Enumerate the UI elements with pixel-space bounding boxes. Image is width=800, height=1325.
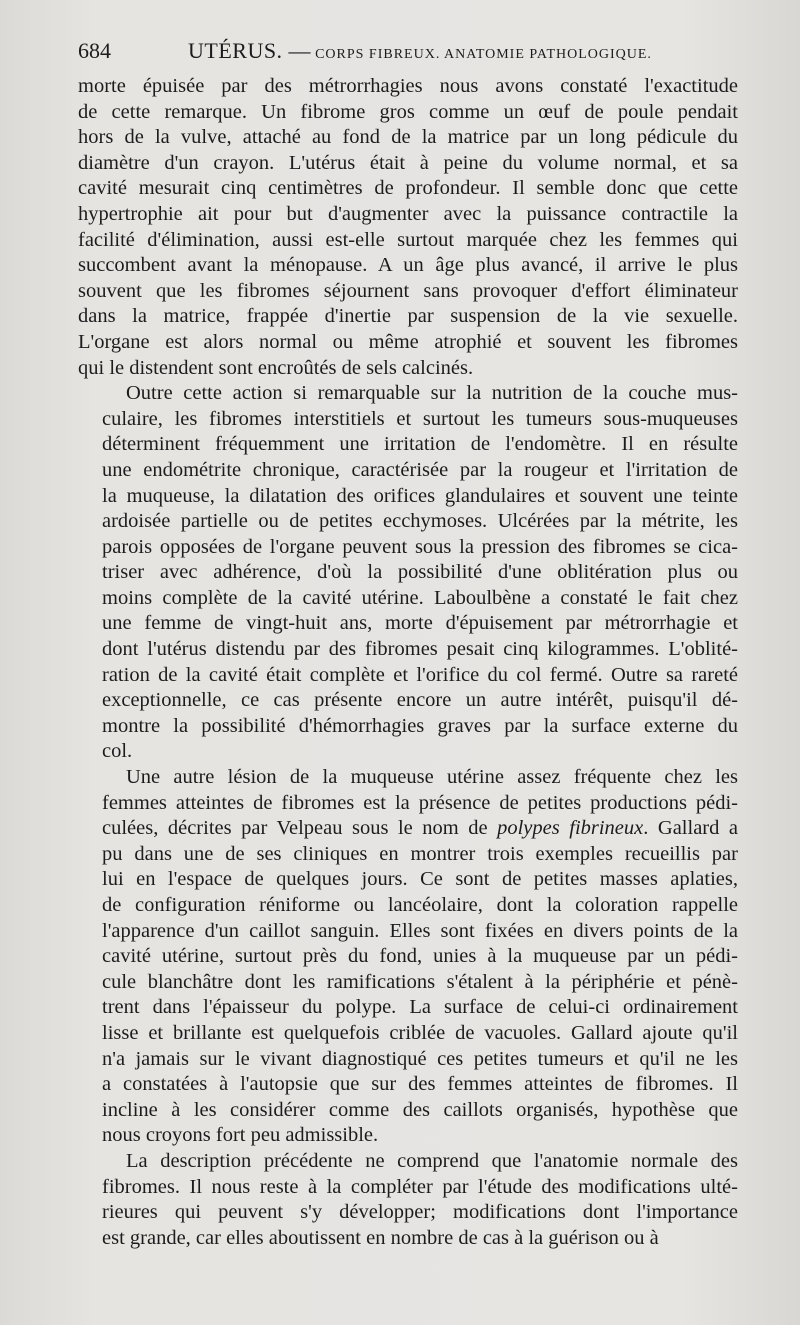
text-line: de cette remarque. Un fibrome gros comme un œuf de poule pendait <box>78 100 738 123</box>
paragraph <box>78 765 738 1149</box>
text-line: culées, décrites par Velpeau sous le nom de polypes fibrineux. Gallard a <box>102 817 738 840</box>
text-line: déterminent fréquemment une irritation de l'endomètre. Il en résulte <box>102 433 738 456</box>
running-header <box>78 38 738 68</box>
text-line: parois opposées de l'organe peuvent sous la pression des fibromes se cica- <box>102 535 738 558</box>
text-line: nous croyons fort peu admissible. <box>102 1124 379 1147</box>
text-line: Outre cette action si remarquable sur la nutrition de la couche mus- <box>126 382 738 405</box>
text-line: culaire, les fibromes interstitiels et surtout les tumeurs sous-muqueuses <box>102 407 738 430</box>
text-line: diamètre d'un crayon. L'utérus était à peine du volume normal, et sa <box>78 151 738 174</box>
text-line: lui en l'espace de quelques jours. Ce sont de petites masses aplaties, <box>102 868 738 891</box>
text-line: moins complète de la cavité utérine. Laboulbène a constaté le fait chez <box>102 586 738 609</box>
text-line: exceptionnelle, ce cas présente encore un autre intérêt, puisqu'il dé- <box>102 689 738 712</box>
text-line: triser avec adhérence, d'où la possibilité d'une oblitération plus ou <box>102 561 738 584</box>
text-line: succombent avant la ménopause. A un âge plus avancé, il arrive le plus <box>78 254 738 277</box>
text-line: a constatées à l'autopsie que sur des femmes atteintes de fibromes. Il <box>102 1073 738 1096</box>
text-line: dans la matrice, frappée d'inertie par suspension de la vie sexuelle. <box>78 305 738 328</box>
text-line: La description précédente ne comprend que l'anatomie normale des <box>126 1149 738 1172</box>
text-line: une endométrite chronique, caractérisée par la rougeur et l'irritation de <box>102 458 738 481</box>
text-line: col. <box>102 740 133 763</box>
text-line: pu dans une de ses cliniques en montrer trois exemples recueillis par <box>102 842 738 865</box>
text-line: cavité mesurait cinq centimètres de profondeur. Il semble donc que cette <box>78 177 738 200</box>
text-line: facilité d'élimination, aussi est-elle surtout marquée chez les femmes qui <box>78 228 738 251</box>
text-line: montre la possibilité d'hémorrhagies graves par la surface externe du <box>102 714 738 737</box>
text-line: dont l'utérus distendu par des fibromes pesait cinq kilogrammes. L'oblité- <box>102 638 738 661</box>
text-line: cule blanchâtre dont les ramifications s'étalent à la périphérie et pénè- <box>102 970 738 993</box>
running-title <box>188 38 652 64</box>
paragraph <box>78 381 738 765</box>
running-title-main: UTÉRUS. — <box>188 38 312 63</box>
text-line: rieures qui peuvent s'y développer; modifications dont l'importance <box>102 1201 738 1224</box>
text-line: est grande, car elles aboutissent en nombre de cas à la guérison ou à <box>102 1226 659 1249</box>
running-title-sub: CORPS FIBREUX. ANATOMIE PATHOLOGIQUE. <box>315 47 652 62</box>
text-line: cavité utérine, surtout près du fond, unies à la muqueuse par un pédi- <box>102 945 738 968</box>
text-line: lisse et brillante est quelquefois criblée de vacuoles. Gallard ajoute qu'il <box>102 1021 738 1044</box>
text-line: morte épuisée par des métrorrhagies nous avons constaté l'exactitude <box>78 75 738 97</box>
text-line: souvent que les fibromes séjournent sans provoquer d'effort éliminateur <box>78 279 738 302</box>
text-line: L'organe est alors normal ou même atrophié et souvent les fibromes <box>78 330 738 353</box>
page-number: 684 <box>78 38 111 63</box>
paragraph <box>78 74 738 381</box>
text-line: l'apparence d'un caillot sanguin. Elles sont fixées en divers points de la <box>102 919 738 942</box>
text-line: incline à les considérer comme des caillots organisés, hypothèse que <box>102 1098 738 1121</box>
text-line: ration de la cavité était complète et l'orifice du col fermé. Outre sa rareté <box>102 663 738 686</box>
text-line: hors de la vulve, attaché au fond de la matrice par un long pédicule du <box>78 126 738 149</box>
text-line: ardoisée partielle ou de petites ecchymoses. Ulcérées par la métrite, les <box>102 510 738 533</box>
text-line: femmes atteintes de fibromes est la présence de petites productions pédi- <box>102 791 738 814</box>
text-line: n'a jamais sur le vivant diagnostiqué ces petites tumeurs et qu'il ne les <box>102 1047 738 1070</box>
text-line: de configuration réniforme ou lancéolaire, dont la coloration rappelle <box>102 894 738 916</box>
text-line: hypertrophie ait pour but d'augmenter avec la puissance contractile la <box>78 202 738 225</box>
text-line: une femme de vingt-huit ans, morte d'épuisement par métrorrhagie et <box>102 612 738 635</box>
text-line: fibromes. Il nous reste à la compléter par l'étude des modifications ulté- <box>102 1175 738 1198</box>
paragraph <box>78 1149 738 1251</box>
text-line: Une autre lésion de la muqueuse utérine assez fréquente chez les <box>126 766 738 789</box>
text-line: la muqueuse, la dilatation des orifices glandulaires et souvent une teinte <box>102 484 738 507</box>
text-line: qui le distendent sont encroûtés de sels calcinés. <box>78 356 474 379</box>
body-text <box>78 74 738 1251</box>
text-line: trent dans l'épaisseur du polype. La surface de celui-ci ordinairement <box>102 996 738 1019</box>
